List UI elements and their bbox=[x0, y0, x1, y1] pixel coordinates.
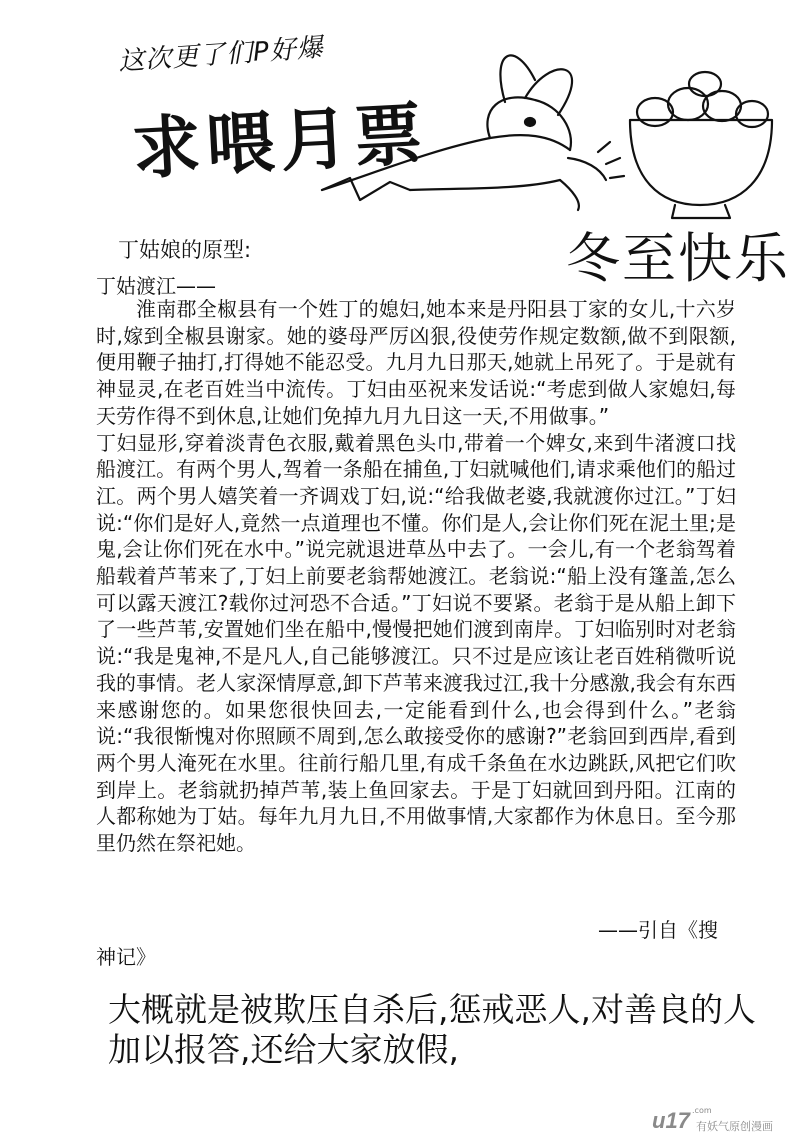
summary-text: 大概就是被欺压自杀后,惩戒恶人,对善良的人加以报答,还给大家放假, bbox=[108, 990, 756, 1069]
rabbit-paw bbox=[568, 158, 606, 180]
citation-source-end: 神记》 bbox=[96, 945, 156, 969]
rabbit-belly bbox=[410, 180, 560, 190]
article-heading: 丁姑娘的原型: bbox=[118, 238, 252, 262]
watermark-slogan: 有妖气原创漫画 bbox=[696, 1120, 773, 1133]
monthly-ticket-plea: 求喂月票 bbox=[130, 95, 431, 190]
handwritten-note: 这次更了们P好爆 bbox=[117, 32, 325, 78]
rabbit-eye bbox=[525, 118, 535, 126]
rabbit-and-bowl-doodle bbox=[310, 40, 790, 225]
rabbit-body bbox=[322, 135, 570, 190]
story-body bbox=[96, 296, 736, 857]
story-paragraph: 淮南郡全椒县有一个姓丁的媳妇,她本来是丹阳县丁家的女儿,十六岁时,嫁到全椒县谢家。她的婆母严厉凶狠,役使劳作规定数额,做不到限额,便用鞭子抽打,打得她不能忍受。九月九日那天,她就上吊死了。于是就有神显灵,在老百姓当中流传。丁妇由巫祝来发话说:“考虑到做人家媳妇,每天劳作得不到休息,让她们免掉九月九日这一天,不用做事。” bbox=[96, 297, 736, 428]
rabbit-arm bbox=[560, 180, 579, 210]
dumpling bbox=[736, 101, 768, 127]
bowl bbox=[630, 120, 772, 205]
motion-mark bbox=[598, 142, 610, 152]
dumpling bbox=[689, 72, 721, 96]
site-watermark bbox=[652, 1108, 796, 1134]
dumpling bbox=[668, 88, 708, 120]
rabbit-ear-left bbox=[500, 55, 535, 102]
watermark-logo: u17 bbox=[652, 1108, 690, 1133]
citation-source: ——引自《搜 bbox=[598, 918, 718, 942]
motion-mark bbox=[610, 176, 624, 178]
winter-solstice-greeting: 冬至快乐 bbox=[566, 227, 790, 290]
story-title: 丁姑渡江—— bbox=[96, 274, 216, 298]
watermark-domain: .com bbox=[692, 1106, 712, 1115]
story-paragraph: 丁妇显形,穿着淡青色衣服,戴着黑色头巾,带着一个婢女,来到牛渚渡口找船渡江。有两个男人,驾着一条船在捕鱼,丁妇就喊他们,请求乘他们的船过江。两个男人嬉笑着一齐调戏丁妇,说:“给我做老婆,我就渡你过江。”丁妇说:“你们是好人,竟然一点道理也不懂。你们是人,会让你们死在泥土里;是鬼,会让你们死在水中。”说完就退进草丛中去了。一会儿,有一个老翁驾着船载着芦苇来了,丁妇上前要老翁帮她渡江。老翁说:“船上没有篷盖,怎么可以露天渡江?载你过河恐不合适。”丁妇说不要紧。老翁于是从船上卸下了一些芦苇,安置她们坐在船中,慢慢把她们渡到南岸。丁妇临别时对老翁说:“我是鬼神,不是凡人,自己能够渡江。只不过是应该让老百姓稍微听说我的事情。老人家深情厚意,卸下芦苇来渡我过江,我十分感激,我会有东西来感谢您的。如果您很快回去,一定能看到什么,也会得到什么。”老翁说:“我很惭愧对你照顾不周到,怎么敢接受你的感谢?”老翁回到西岸,看到两个男人淹死在水里。往前行船几里,有成千条鱼在水边跳跃,风把它们吹到岸上。老翁就扔掉芦苇,装上鱼回家去。于是丁妇就回到丹阳。江南的人都称她为丁姑。每年九月九日,不用做事情,大家都作为休息日。至今那里仍然在祭祀她。 bbox=[96, 430, 736, 856]
rabbit-back-leg bbox=[322, 178, 410, 200]
motion-mark bbox=[606, 158, 620, 164]
